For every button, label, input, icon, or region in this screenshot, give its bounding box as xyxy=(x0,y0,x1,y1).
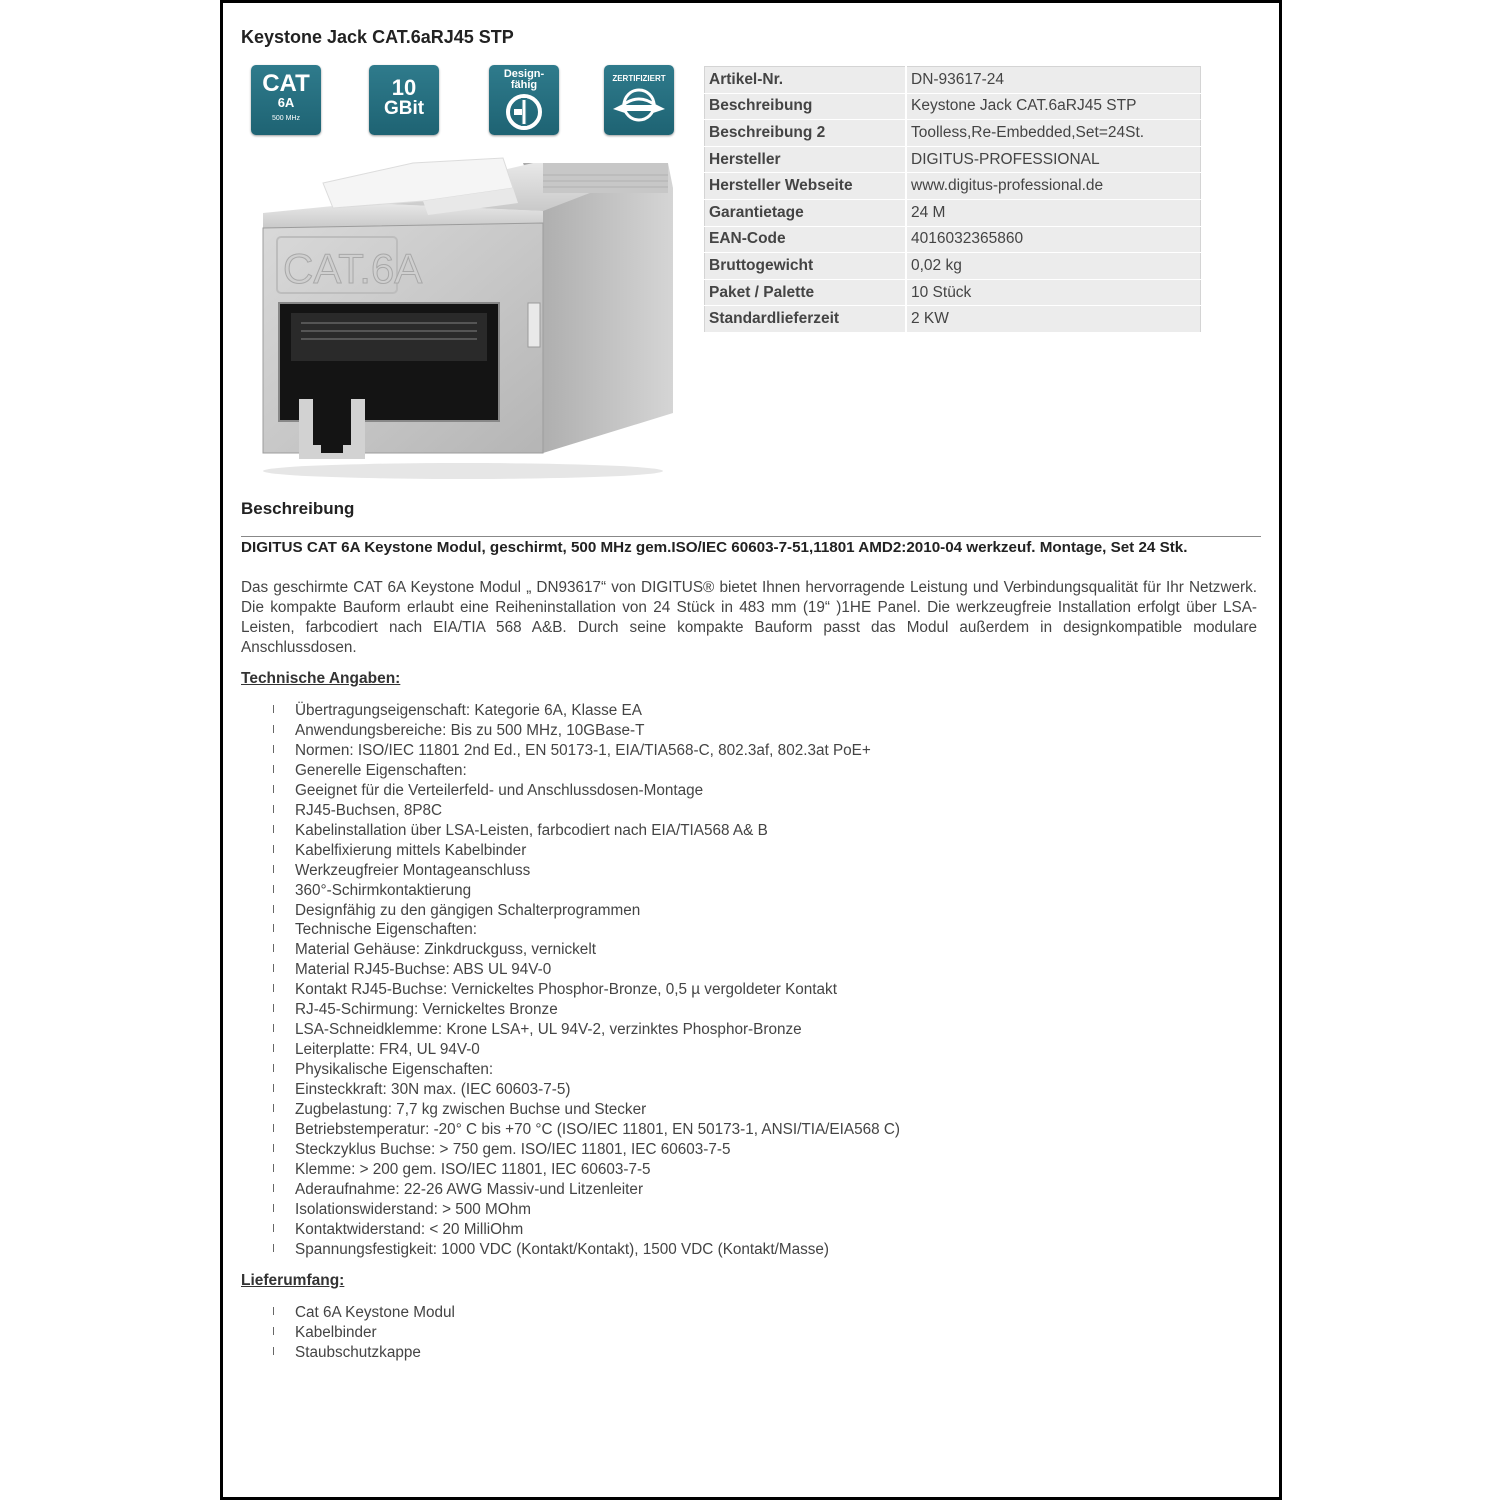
list-item-text: Werkzeugfreier Montageanschluss xyxy=(295,861,531,879)
bullet-mark xyxy=(273,1124,274,1132)
bullet-mark xyxy=(273,885,274,893)
list-item xyxy=(273,1140,900,1160)
bullet-mark xyxy=(273,1164,274,1172)
spec-row xyxy=(705,146,1201,173)
spec-key: EAN-Code xyxy=(705,226,907,253)
bullet-mark xyxy=(273,964,274,972)
bullet-mark xyxy=(273,984,274,992)
spec-key: Paket / Palette xyxy=(705,279,907,306)
bullet-mark xyxy=(273,1044,274,1052)
list-item xyxy=(273,960,900,980)
design-switch-icon xyxy=(502,90,546,134)
list-item-text: Material Gehäuse: Zinkdruckguss, vernickelt xyxy=(295,941,596,959)
list-item xyxy=(273,881,900,901)
spec-key: Beschreibung 2 xyxy=(705,120,907,147)
section-divider xyxy=(241,536,1261,537)
list-item-text: Zugbelastung: 7,7 kg zwischen Buchse und Stecker xyxy=(295,1101,647,1119)
list-item xyxy=(273,940,900,960)
list-item-text: Betriebstemperatur: -20° C bis +70 °C (ISO/IEC 11801, EN 50173-1, ANSI/TIA/EIA568 C) xyxy=(295,1121,900,1139)
spec-key: Hersteller xyxy=(705,146,907,173)
list-item-text: RJ45-Buchsen, 8P8C xyxy=(295,801,443,819)
spec-row xyxy=(705,279,1201,306)
bullet-mark xyxy=(273,944,274,952)
bullet-mark xyxy=(273,1184,274,1192)
list-item-text: 360°-Schirmkontaktierung xyxy=(295,881,472,899)
spec-row xyxy=(705,93,1201,120)
bullet-mark xyxy=(273,745,274,753)
bullet-mark xyxy=(273,1347,274,1355)
bullet-mark xyxy=(273,1144,274,1152)
list-item-text: Kabelfixierung mittels Kabelbinder xyxy=(295,841,527,859)
bullet-mark xyxy=(273,1064,274,1072)
bullet-mark xyxy=(273,905,274,913)
spec-table xyxy=(704,66,1201,333)
spec-value: 0,02 kg xyxy=(906,253,1201,280)
list-item-text: Spannungsfestigkeit: 1000 VDC (Kontakt/Kontakt), 1500 VDC (Kontakt/Masse) xyxy=(295,1240,829,1258)
list-item-text: Technische Eigenschaften: xyxy=(295,921,477,939)
spec-value: 4016032365860 xyxy=(906,226,1201,253)
list-item xyxy=(273,1303,455,1323)
cat6a-badge: CAT 6A 500 MHz xyxy=(251,65,321,135)
list-item xyxy=(273,761,900,781)
list-item xyxy=(273,781,900,801)
list-item xyxy=(273,1040,900,1060)
list-item-text: Kontakt RJ45-Buchse: Vernickeltes Phosphor-Bronze, 0,5 µ vergoldeter Kontakt xyxy=(295,981,837,999)
technical-heading: Technische Angaben: xyxy=(241,670,401,687)
list-item xyxy=(273,1020,900,1040)
list-item xyxy=(273,721,900,741)
bullet-mark xyxy=(273,725,274,733)
list-item xyxy=(273,901,900,921)
list-item-text: Klemme: > 200 gem. ISO/IEC 11801, IEC 60603-7-5 xyxy=(295,1160,651,1178)
feature-badges xyxy=(251,65,681,139)
spec-key: Standardlieferzeit xyxy=(705,306,907,333)
bullet-mark xyxy=(273,1204,274,1212)
spec-row xyxy=(705,67,1201,94)
list-item xyxy=(273,1220,900,1240)
list-item-text: Geeignet für die Verteilerfeld- und Anschlussdosen-Montage xyxy=(295,781,704,799)
spec-value: DN-93617-24 xyxy=(906,67,1201,94)
list-item-text: LSA-Schneidklemme: Krone LSA+, UL 94V-2, verzinktes Phosphor-Bronze xyxy=(295,1021,802,1039)
list-item xyxy=(273,980,900,1000)
list-item-text: Kontaktwiderstand: < 20 MilliOhm xyxy=(295,1220,524,1238)
certified-seal-icon xyxy=(611,83,667,129)
list-item-text: Aderaufnahme: 22-26 AWG Massiv-und Litzenleiter xyxy=(295,1180,644,1198)
list-item xyxy=(273,1060,900,1080)
embossed-cat6a-text: CAT.6A xyxy=(283,245,423,292)
bullet-mark xyxy=(273,1327,274,1335)
list-item-text: Normen: ISO/IEC 11801 2nd Ed., EN 50173-1, EIA/TIA568-C, 802.3af, 802.3at PoE+ xyxy=(295,741,871,759)
spec-value: DIGITUS-PROFESSIONAL xyxy=(906,146,1201,173)
list-item-text: Einsteckkraft: 30N max. (IEC 60603-7-5) xyxy=(295,1081,571,1099)
bullet-mark xyxy=(273,805,274,813)
list-item-text: Anwendungsbereiche: Bis zu 500 MHz, 10GBase-T xyxy=(295,721,645,739)
list-item xyxy=(273,741,900,761)
bullet-mark xyxy=(273,765,274,773)
bullet-mark xyxy=(273,705,274,713)
scope-heading: Lieferumfang: xyxy=(241,1272,345,1289)
spec-value: Keystone Jack CAT.6aRJ45 STP xyxy=(906,93,1201,120)
list-item xyxy=(273,841,900,861)
list-item-text: Kabelinstallation über LSA-Leisten, farbcodiert nach EIA/TIA568 A& B xyxy=(295,821,768,839)
bullet-mark xyxy=(273,785,274,793)
bullet-mark xyxy=(273,865,274,873)
list-item xyxy=(273,1180,900,1200)
10gbit-badge: 10 GBit xyxy=(369,65,439,135)
list-item-text: Material RJ45-Buchse: ABS UL 94V-0 xyxy=(295,961,552,979)
list-item-text: Leiterplatte: FR4, UL 94V-0 xyxy=(295,1041,480,1059)
page-title: Keystone Jack CAT.6aRJ45 STP xyxy=(241,27,514,47)
spec-row xyxy=(705,199,1201,226)
bullet-mark xyxy=(273,825,274,833)
bullet-mark xyxy=(273,1084,274,1092)
list-item-text: RJ-45-Schirmung: Vernickeltes Bronze xyxy=(295,1001,558,1019)
list-item-text: Staubschutzkappe xyxy=(295,1343,421,1361)
spec-key: Bruttogewicht xyxy=(705,253,907,280)
spec-key: Hersteller Webseite xyxy=(705,173,907,200)
bullet-mark xyxy=(273,924,274,932)
list-item-text: Steckzyklus Buchse: > 750 gem. ISO/IEC 11801, IEC 60603-7-5 xyxy=(295,1140,731,1158)
list-item-text: Kabelbinder xyxy=(295,1323,377,1341)
list-item xyxy=(273,1120,900,1140)
bullet-mark xyxy=(273,1224,274,1232)
spec-value: Toolless,Re-Embedded,Set=24St. xyxy=(906,120,1201,147)
list-item xyxy=(273,1000,900,1020)
technical-list xyxy=(273,701,900,1260)
bullet-mark xyxy=(273,1004,274,1012)
spec-table-body xyxy=(705,67,1201,333)
list-item xyxy=(273,1080,900,1100)
list-item xyxy=(273,1240,900,1260)
datasheet-page xyxy=(220,0,1282,1500)
list-item xyxy=(273,801,900,821)
list-item xyxy=(273,1160,900,1180)
list-item xyxy=(273,1323,455,1343)
list-item xyxy=(273,1200,900,1220)
design-capable-badge: Design- fähig xyxy=(489,65,559,135)
list-item-text: Cat 6A Keystone Modul xyxy=(295,1304,455,1321)
spec-row xyxy=(705,120,1201,147)
bullet-mark xyxy=(273,845,274,853)
certified-badge: ZERTIFIZIERT xyxy=(604,65,674,135)
description-paragraph: Das geschirmte CAT 6A Keystone Modul „ DN93617“ von DIGITUS® bietet Ihnen hervorragende Leistung und Verbindungsqualität für Ihr Netzwerk. Die kompakte Bauform erlaubt eine Reiheninstallation von 24 Stück in 483 mm (19“ )1HE Panel. Die werkzeugfreie Installation erfolgt über LSA- Leisten, farbcodiert nach EIA/TIA 568 A&B. Durch seine kompakte Bauform passt das Modul außerdem in designkompatible modulare Anschlussdosen. xyxy=(241,579,1257,656)
scope-list xyxy=(273,1303,455,1363)
list-item xyxy=(273,701,900,721)
list-item xyxy=(273,920,900,940)
spec-key: Garantietage xyxy=(705,199,907,226)
spec-row xyxy=(705,253,1201,280)
list-item-text: Übertragungseigenschaft: Kategorie 6A, Klasse EA xyxy=(295,702,642,719)
description-heading: Beschreibung xyxy=(241,499,355,518)
list-item xyxy=(273,1100,900,1120)
spec-row xyxy=(705,306,1201,333)
bullet-mark xyxy=(273,1244,274,1252)
list-item xyxy=(273,1343,455,1363)
bullet-mark xyxy=(273,1307,274,1315)
spec-value: www.digitus-professional.de xyxy=(906,173,1201,200)
bullet-mark xyxy=(273,1024,274,1032)
keystone-jack-product-image xyxy=(243,153,683,483)
list-item-text: Designfähig zu den gängigen Schalterprogrammen xyxy=(295,901,641,919)
spec-row xyxy=(705,173,1201,200)
spec-value: 24 M xyxy=(906,199,1201,226)
spec-value: 2 KW xyxy=(906,306,1201,333)
spec-value: 10 Stück xyxy=(906,279,1201,306)
list-item-text: Isolationswiderstand: > 500 MOhm xyxy=(295,1200,531,1218)
list-item xyxy=(273,861,900,881)
spec-row xyxy=(705,226,1201,253)
spec-key: Beschreibung xyxy=(705,93,907,120)
list-item-text: Generelle Eigenschaften: xyxy=(295,761,467,779)
description-lead: DIGITUS CAT 6A Keystone Modul, geschirmt, 500 MHz gem.ISO/IEC 60603-7-51,11801 AMD2:2010-04 werkzeuf. Montage, Set 24 Stk. xyxy=(241,539,1188,556)
list-item xyxy=(273,821,900,841)
spec-key: Artikel-Nr. xyxy=(705,67,907,94)
list-item-text: Physikalische Eigenschaften: xyxy=(295,1061,494,1079)
bullet-mark xyxy=(273,1104,274,1112)
